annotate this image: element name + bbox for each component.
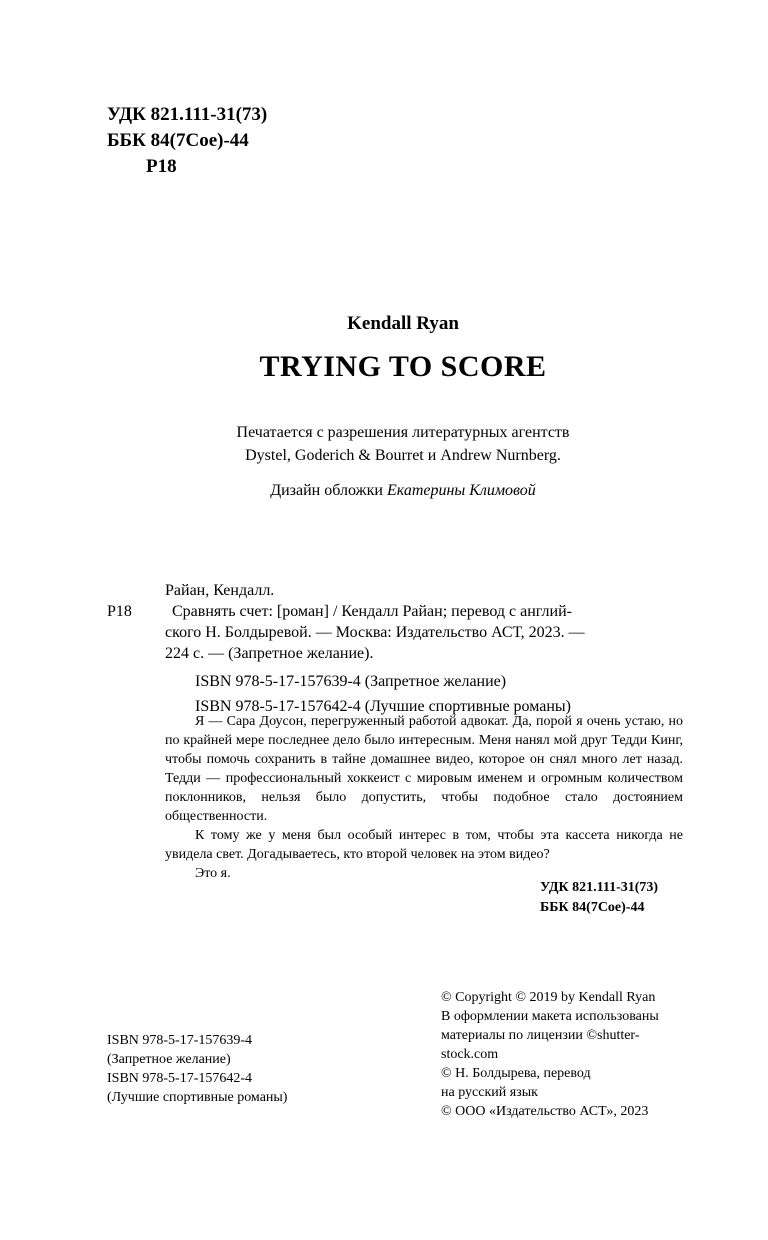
- design-prefix: Дизайн обложки: [270, 482, 383, 499]
- catalog-line-3: 224 с. — (Запретное желание).: [165, 645, 374, 662]
- annotation: [165, 712, 683, 883]
- annotation-paragraph-3: Это я.: [195, 866, 231, 881]
- isbn-line-2: (Запретное желание): [107, 1052, 231, 1067]
- classification-codes: [107, 102, 267, 180]
- udk-code: УДК 821.111-31(73): [107, 104, 268, 125]
- copyright-block: [441, 988, 741, 1121]
- bbk-code: ББК 84(7Сое)-44: [107, 130, 249, 151]
- isbn-line-1: ISBN 978-5-17-157639-4: [107, 1033, 253, 1048]
- catalog-line-2: ского Н. Болдыревой. — Москва: Издательство АСТ, 2023. —: [165, 624, 585, 641]
- annotation-paragraph-1: Я — Сара Доусон, перегруженный работой адвокат. Да, порой я очень устаю, но по крайней мере последнее дело было интересным. Меня нанял мой друг Тедди Кинг, чтобы помочь сохранить в тайне домашнее видео, которое он снял много лет назад. Тедди — профессиональный хоккеист с мировым именем и огромным количеством поклонников, нельзя было допустить, чтобы подобное стало достоянием общественности.: [165, 714, 683, 824]
- copyright-line-4: stock.com: [441, 1047, 499, 1062]
- catalog-codes: [540, 878, 658, 918]
- designer-name: Екатерины Климовой: [386, 482, 536, 499]
- cover-design-credit: [0, 482, 768, 500]
- isbn-line-4: (Лучшие спортивные романы): [107, 1090, 288, 1105]
- annotation-paragraph-2: К тому же у меня был особый интерес в том, чтобы эта кассета никогда не увидела свет. Догадываетесь, кто второй человек на этом видео?: [165, 828, 683, 862]
- catalog-card: [165, 580, 683, 717]
- permission-notice: [0, 421, 768, 467]
- permission-line-1: Печатается с разрешения литературных агентств: [236, 424, 570, 441]
- catalog-line-1: Сравнять счет: [роман] / Кендалл Райан; перевод с англий-: [172, 603, 572, 620]
- catalog-mark: Р18: [107, 603, 132, 620]
- catalog-isbn-1: ISBN 978-5-17-157639-4 (Запретное желание): [195, 673, 507, 690]
- permission-line-2: Dystel, Goderich & Bourret и Andrew Nurnberg.: [245, 447, 561, 464]
- original-title: TRYING TO SCORE: [259, 350, 547, 383]
- copyright-line-1: © Copyright © 2019 by Kendall Ryan: [441, 990, 656, 1005]
- copyright-line-3: материалы по лицензии ©shutter-: [441, 1028, 640, 1043]
- isbn-block: [107, 1031, 287, 1107]
- catalog-heading: Райан, Кендалл.: [165, 582, 275, 599]
- copyright-line-5: © Н. Болдырева, перевод: [441, 1066, 591, 1081]
- copyright-line-2: В оформлении макета использованы: [441, 1009, 659, 1024]
- isbn-line-3: ISBN 978-5-17-157642-4: [107, 1071, 253, 1086]
- catalog-bbk: ББК 84(7Сое)-44: [540, 900, 645, 915]
- copyright-line-7: © ООО «Издательство АСТ», 2023: [441, 1104, 649, 1119]
- original-author: Kendall Ryan: [347, 313, 459, 334]
- catalog-udk: УДК 821.111-31(73): [540, 880, 659, 895]
- author-mark: Р18: [146, 156, 177, 177]
- copyright-line-6: на русский язык: [441, 1085, 538, 1100]
- catalog-isbn-2: ISBN 978-5-17-157642-4 (Лучшие спортивные романы): [195, 698, 572, 715]
